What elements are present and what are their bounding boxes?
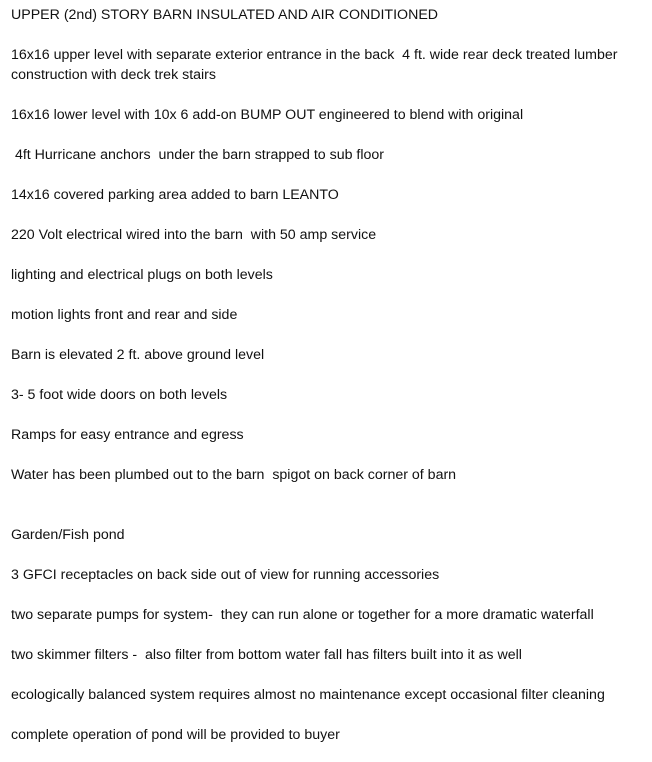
feature-gfci: 3 GFCI receptacles on back side out of view for running accessories <box>11 567 440 583</box>
feature-ramps: Ramps for easy entrance and egress <box>11 427 244 443</box>
feature-parking-area: 14x16 covered parking area added to barn LEANTO <box>11 187 339 203</box>
feature-motion-lights: motion lights front and rear and side <box>11 307 238 323</box>
feature-lower-level: 16x16 lower level with 10x 6 add-on BUMP OUT engineered to blend with original <box>11 107 524 123</box>
feature-skimmer-filters: two skimmer filters - also filter from bottom water fall has filters built into it as well <box>11 647 522 663</box>
heading-pond: Garden/Fish pond <box>11 527 125 543</box>
feature-electrical: 220 Volt electrical wired into the barn with 50 amp service <box>11 227 377 243</box>
feature-ecosystem: ecologically balanced system requires almost no maintenance except occasional filter cleaning <box>11 687 605 703</box>
heading-barn: UPPER (2nd) STORY BARN INSULATED AND AIR CONDITIONED <box>11 7 439 23</box>
feature-upper-level: 16x16 upper level with separate exterior entrance in the back 4 ft. wide rear deck treated lumber construction with deck trek stairs <box>11 47 622 83</box>
feature-doors: 3- 5 foot wide doors on both levels <box>11 387 228 403</box>
feature-elevation: Barn is elevated 2 ft. above ground level <box>11 347 265 363</box>
feature-lighting: lighting and electrical plugs on both levels <box>11 267 273 283</box>
feature-water: Water has been plumbed out to the barn spigot on back corner of barn <box>11 467 457 483</box>
feature-hurricane-anchors: 4ft Hurricane anchors under the barn strapped to sub floor <box>11 147 385 163</box>
feature-pond-operation: complete operation of pond will be provided to buyer <box>11 727 340 743</box>
feature-pumps: two separate pumps for system- they can run alone or together for a more dramatic waterfall <box>11 607 594 623</box>
